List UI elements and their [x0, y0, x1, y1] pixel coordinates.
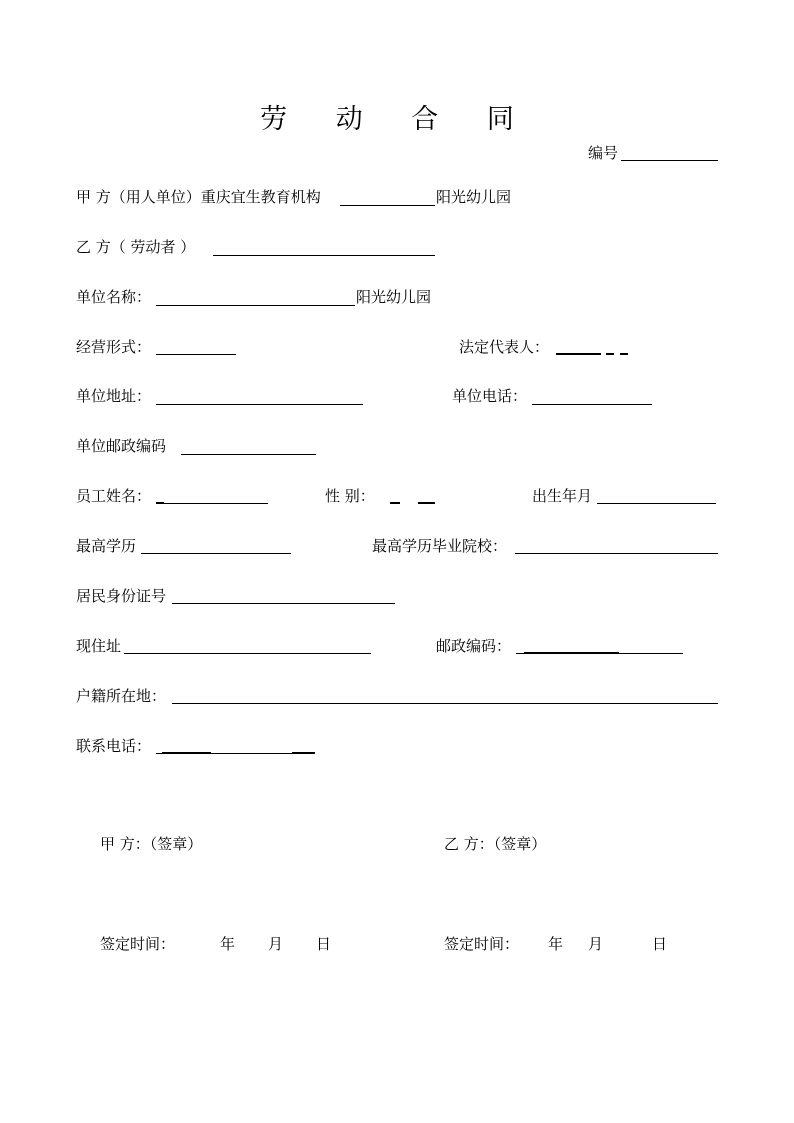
graduate-school-field[interactable]	[515, 553, 718, 554]
party-a-day-label: 日	[316, 935, 332, 953]
household-registration-label: 户籍所在地：	[76, 687, 167, 705]
legal-rep-field-seg	[620, 353, 628, 355]
postcode-field-seg	[524, 652, 619, 654]
education-field[interactable]	[141, 553, 291, 554]
graduate-school-label: 最高学历毕业院校：	[372, 537, 508, 555]
business-form-label: 经营形式：	[76, 338, 152, 356]
unit-postcode-field[interactable]	[181, 454, 316, 455]
number-label: 编号	[588, 144, 619, 162]
party-b-day-label: 日	[652, 935, 668, 953]
contact-phone-field-seg	[162, 752, 211, 754]
employee-name-field-seg	[156, 502, 164, 504]
employee-name-label: 员工姓名：	[76, 487, 152, 505]
party-b-field[interactable]	[213, 255, 435, 256]
unit-name-field[interactable]	[156, 305, 355, 306]
party-b-signature-label: 乙 方：（签章）	[444, 835, 547, 853]
legal-rep-field[interactable]	[556, 353, 601, 355]
party-a-label: 甲 方（用人单位）重庆宜生教育机构	[76, 188, 321, 206]
unit-name-suffix: 阳光幼儿园	[356, 288, 432, 306]
gender-field-seg	[418, 502, 435, 504]
unit-postcode-label: 单位邮政编码	[76, 437, 167, 455]
legal-rep-field-seg	[606, 353, 614, 355]
party-a-month-label: 月	[268, 935, 284, 953]
current-address-field[interactable]	[124, 653, 371, 654]
party-a-year-label: 年	[220, 935, 236, 953]
party-b-sign-time-label: 签定时间：	[444, 935, 520, 953]
business-form-field[interactable]	[156, 354, 236, 355]
unit-name-label: 单位名称：	[76, 288, 152, 306]
party-b-year-label: 年	[548, 935, 564, 953]
education-label: 最高学历	[76, 537, 137, 555]
current-address-label: 现住址	[76, 637, 122, 655]
number-field[interactable]	[621, 160, 718, 161]
document-title: 劳 动 合 同	[260, 104, 534, 135]
contact-phone-label: 联系电话：	[76, 737, 152, 755]
birth-date-field[interactable]	[597, 503, 716, 504]
employee-name-field[interactable]	[156, 503, 268, 504]
party-a-signature-label: 甲 方：（签章）	[100, 835, 203, 853]
legal-rep-label: 法定代表人：	[459, 338, 550, 356]
unit-address-field[interactable]	[156, 404, 363, 405]
unit-phone-field[interactable]	[532, 404, 652, 405]
id-number-field[interactable]	[172, 603, 395, 604]
contact-phone-field-seg	[292, 752, 315, 754]
party-a-suffix: 阳光幼儿园	[436, 188, 512, 206]
party-b-month-label: 月	[588, 935, 604, 953]
household-registration-field[interactable]	[172, 703, 718, 704]
party-b-label: 乙 方（ 劳动者 ）	[76, 238, 196, 256]
postcode-label: 邮政编码：	[436, 637, 512, 655]
birth-date-label: 出生年月	[532, 487, 593, 505]
gender-field[interactable]	[390, 502, 400, 504]
unit-phone-label: 单位电话：	[452, 387, 528, 405]
id-number-label: 居民身份证号	[76, 587, 167, 605]
gender-label: 性 别：	[325, 487, 375, 505]
unit-address-label: 单位地址：	[76, 387, 152, 405]
party-a-field[interactable]	[340, 205, 435, 206]
party-a-sign-time-label: 签定时间：	[100, 935, 176, 953]
